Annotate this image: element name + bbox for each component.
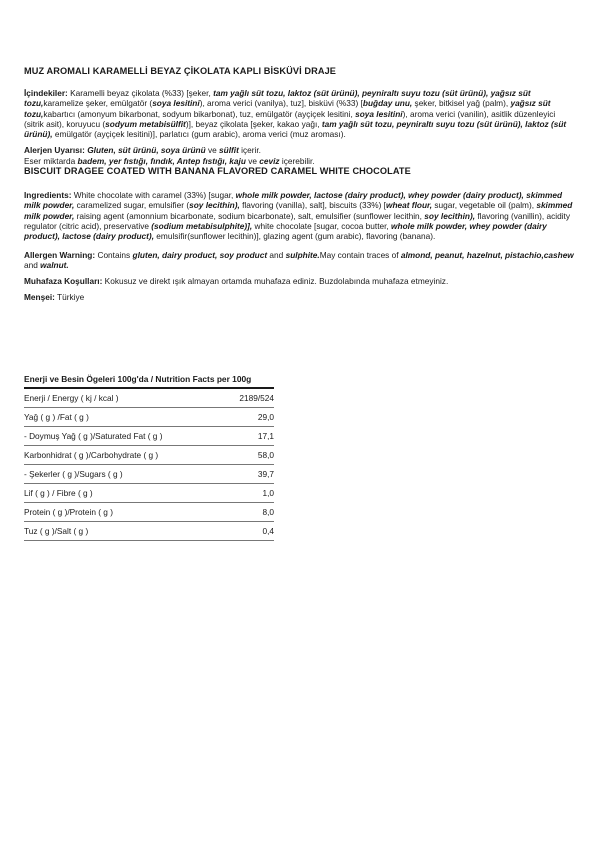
- nutrient-value: 58,0: [224, 446, 274, 465]
- nutrition-row: [24, 522, 274, 541]
- nutrition-row: [24, 427, 274, 446]
- text-run: soy lecithin),: [189, 200, 240, 211]
- text-run: Muhafaza Koşulları:: [24, 276, 103, 287]
- nutrient-value: 2189/524: [224, 389, 274, 408]
- storage-conditions: [24, 276, 574, 286]
- nutrient-value: 17,1: [224, 427, 274, 446]
- text-run: caramelized sugar, emulsifier (: [74, 200, 190, 211]
- text-run: emulsifir(sunflower lecithin)], glazing agent (gum arabic), flavoring (banana).: [154, 231, 436, 242]
- text-run: şeker, bitkisel yağ (palm),: [412, 98, 511, 109]
- allergen-warning-en: [24, 250, 574, 271]
- nutrition-row: [24, 465, 274, 484]
- nutrient-value: 0,4: [224, 522, 274, 541]
- nutrition-row: [24, 503, 274, 522]
- text-run: karamelize şeker, emülgatör (: [43, 98, 153, 109]
- nutrition-rows: [24, 389, 274, 541]
- text-run: )], beyaz çikolata [şeker, kakao yağı,: [185, 118, 322, 129]
- text-run: sulphite.: [285, 249, 320, 260]
- text-run: ), aroma verici (vanilin), asitlik düzenleyici (sitrik asit), koruyucu (: [24, 108, 556, 129]
- text-run: İçindekiler:: [24, 88, 68, 98]
- text-run: Kokusuz ve direkt ışık almayan ortamda muhafaza ediniz. Buzdolabında muhafaza etmeyiniz.: [102, 276, 449, 287]
- text-run: May contain traces of: [319, 249, 401, 260]
- text-run: soy lecithin),: [424, 210, 476, 221]
- allergen-warning-tr: [24, 145, 574, 155]
- text-run: sugar, vegetable oil (palm),: [432, 200, 537, 211]
- text-run: tam yağlı süt tozu, peyniraltı suyu tozu (süt ürünü), laktoz (süt ürünü),: [24, 118, 567, 140]
- nutrient-label: Karbonhidrat ( g )/Carbohydrate ( g ): [24, 446, 224, 465]
- nutrient-value: 1,0: [224, 484, 274, 503]
- text-run: Ingredients:: [24, 190, 72, 201]
- traces-tr: [24, 156, 574, 166]
- ingredients-en: [24, 190, 574, 241]
- nutrient-label: Yağ ( g ) /Fat ( g ): [24, 408, 224, 427]
- label-document: [24, 66, 574, 303]
- nutrient-label: Lif ( g ) / Fibre ( g ): [24, 484, 224, 503]
- text-run: Allergen Warning:: [24, 249, 96, 260]
- text-run: whole milk powder, lactose (dairy product), whey powder (dairy product),: [235, 190, 524, 201]
- nutrition-row: [24, 408, 274, 427]
- text-run: almond, peanut, hazelnut, pistachio,cashew: [400, 249, 574, 260]
- nutrient-value: 39,7: [224, 465, 274, 484]
- product-title-en: BISCUIT DRAGEE COATED WITH BANANA FLAVORED CARAMEL WHITE CHOCOLATE: [24, 166, 411, 177]
- nutrient-label: - Şekerler ( g )/Sugars ( g ): [24, 465, 224, 484]
- text-run: ), aroma verici (vanilya), tuz], bisküvi (%33) [: [199, 98, 363, 109]
- text-run: tam yağlı süt tozu, laktoz (süt ürünü), peyniraltı suyu tozu (süt ürünü), yağsız süt tozu,: [24, 88, 531, 109]
- text-run: sodyum metabisülfit: [105, 118, 186, 129]
- text-run: Menşei:: [24, 292, 55, 303]
- nutrient-label: Tuz ( g )/Salt ( g ): [24, 522, 224, 541]
- text-run: and: [267, 249, 286, 260]
- text-run: ceviz: [259, 155, 280, 166]
- text-run: skimmed milk powder,: [24, 200, 573, 221]
- text-run: whole milk powder, whey powder (dairy product), lactose (dairy product),: [24, 220, 547, 242]
- nutrient-value: 8,0: [224, 503, 274, 522]
- text-run: yağsız süt tozu,: [24, 98, 551, 119]
- nutrient-label: Protein ( g )/Protein ( g ): [24, 503, 224, 522]
- nutrition-row: [24, 484, 274, 503]
- text-run: Karamelli beyaz çikolata (%33) [şeker,: [67, 88, 214, 98]
- text-run: Türkiye: [54, 292, 85, 303]
- text-run: emülgatör (ayçiçek lesitini)], parlatıcı (gum arabic), aroma verici (muz aroması).: [52, 129, 346, 140]
- text-run: içerebilir.: [279, 155, 315, 166]
- text-run: gluten, dairy product, soy product: [132, 249, 268, 260]
- product-title-tr: MUZ AROMALI KARAMELLİ BEYAZ ÇİKOLATA KAPLI BİSKÜVİ DRAJE: [24, 66, 337, 76]
- nutrition-row: [24, 446, 274, 465]
- text-run: sülfit: [219, 145, 239, 156]
- text-run: white chocolate [sugar, cocoa butter,: [252, 220, 392, 231]
- nutrient-label: Enerji / Energy ( kj / kcal ): [24, 389, 224, 408]
- text-run: ve: [205, 145, 220, 156]
- text-run: (sodium metabisulphite)],: [151, 220, 253, 231]
- text-run: wheat flour,: [385, 200, 433, 211]
- text-run: soya lesitini: [152, 98, 200, 109]
- text-run: flavoring (vanilla), salt], biscuits (33%) [: [239, 200, 386, 211]
- text-run: soya lesitini: [355, 108, 403, 119]
- text-run: raising agent (amonnium bicarbonate, sodium bicarbonate), salt, emulsifier (sunflower lecithin,: [74, 210, 425, 221]
- text-run: kabartıcı (amonyum bikarbonat, sodyum bikarbonat), tuz, emülgatör (ayçiçek lesitini,: [43, 108, 356, 119]
- text-run: and: [24, 259, 41, 270]
- text-run: ve: [245, 155, 260, 166]
- text-run: içerir.: [238, 145, 261, 156]
- text-run: skimmed milk powder,: [24, 190, 563, 211]
- text-run: badem, yer fıstığı, fındık, Antep fıstığı, kaju: [77, 155, 246, 166]
- nutrient-value: 29,0: [224, 408, 274, 427]
- text-run: Contains: [95, 249, 133, 260]
- text-run: walnut.: [40, 259, 69, 270]
- nutrient-label: - Doymuş Yağ ( g )/Saturated Fat ( g ): [24, 427, 224, 446]
- text-run: Eser miktarda: [24, 155, 78, 166]
- nutrition-header: Enerji ve Besin Ögeleri 100g'da / Nutrition Facts per 100g: [24, 374, 274, 389]
- text-run: flavoring (vanillin), acidity regulator (citric acid), preservative: [24, 210, 571, 231]
- nutrition-table: [24, 374, 274, 541]
- text-run: White chocolate with caramel (33%) [sugar,: [71, 190, 236, 201]
- origin: [24, 292, 574, 302]
- nutrition-row: [24, 389, 274, 408]
- text-run: Gluten, süt ürünü, soya ürünü: [87, 145, 206, 156]
- text-run: buğday unu,: [362, 98, 413, 109]
- ingredients-tr: [24, 88, 574, 139]
- text-run: Alerjen Uyarısı:: [24, 145, 85, 156]
